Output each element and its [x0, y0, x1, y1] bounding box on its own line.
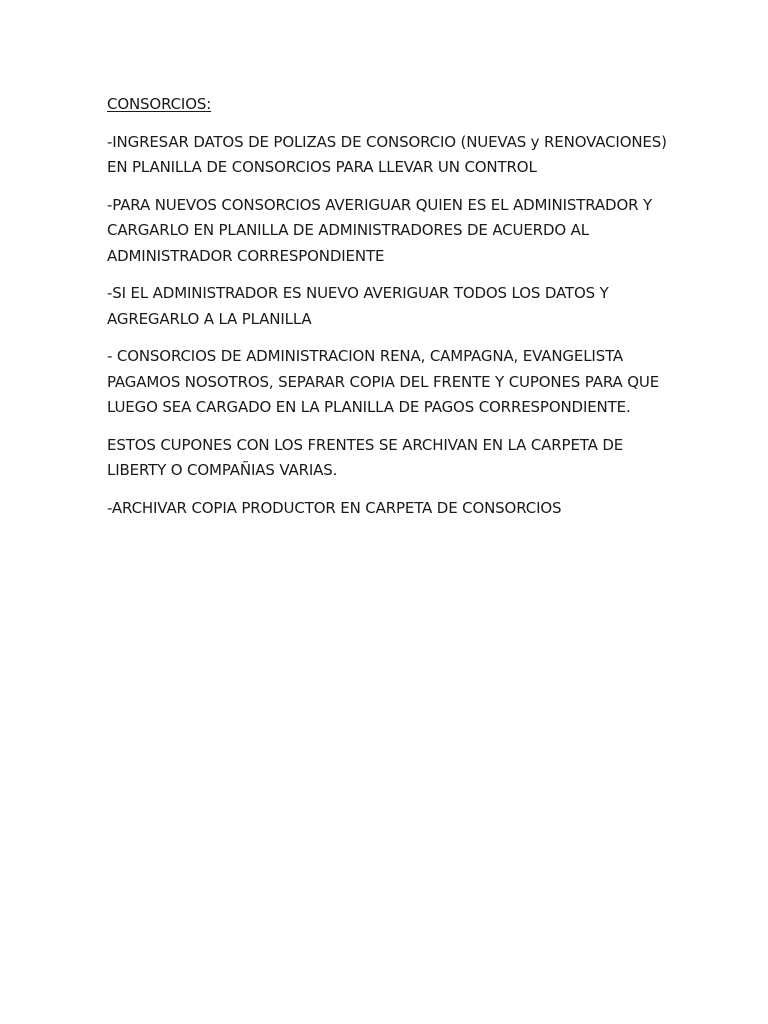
document-heading: CONSORCIOS: [107, 95, 212, 113]
paragraph-4: - CONSORCIOS DE ADMINISTRACION RENA, CAMPAGNA, EVANGELISTA PAGAMOS NOSOTROS, SEPARAR COPIA DEL FRENTE Y CUPONES PARA QUE LUEGO SEA CARGADO EN LA PLANILLA DE PAGOS CORRESPONDIENTE. [107, 347, 660, 416]
paragraph-1: -INGRESAR DATOS DE POLIZAS DE CONSORCIO (NUEVAS y RENOVACIONES) EN PLANILLA DE CONSORCIOS PARA LLEVAR UN CONTROL [107, 132, 667, 176]
paragraph-3: -SI EL ADMINISTRADOR ES NUEVO AVERIGUAR TODOS LOS DATOS Y AGREGARLO A LA PLANILLA [107, 284, 609, 328]
paragraph-6: -ARCHIVAR COPIA PRODUCTOR EN CARPETA DE CONSORCIOS [107, 498, 562, 517]
paragraph-5: ESTOS CUPONES CON LOS FRENTES SE ARCHIVAN EN LA CARPETA DE LIBERTY O COMPAÑIAS VARIAS. [107, 435, 624, 479]
paragraph-2: -PARA NUEVOS CONSORCIOS AVERIGUAR QUIEN ES EL ADMINISTRADOR Y CARGARLO EN PLANILLA DE ADMINISTRADORES DE ACUERDO AL ADMINISTRADOR CORRESPONDIENTE [107, 195, 653, 265]
